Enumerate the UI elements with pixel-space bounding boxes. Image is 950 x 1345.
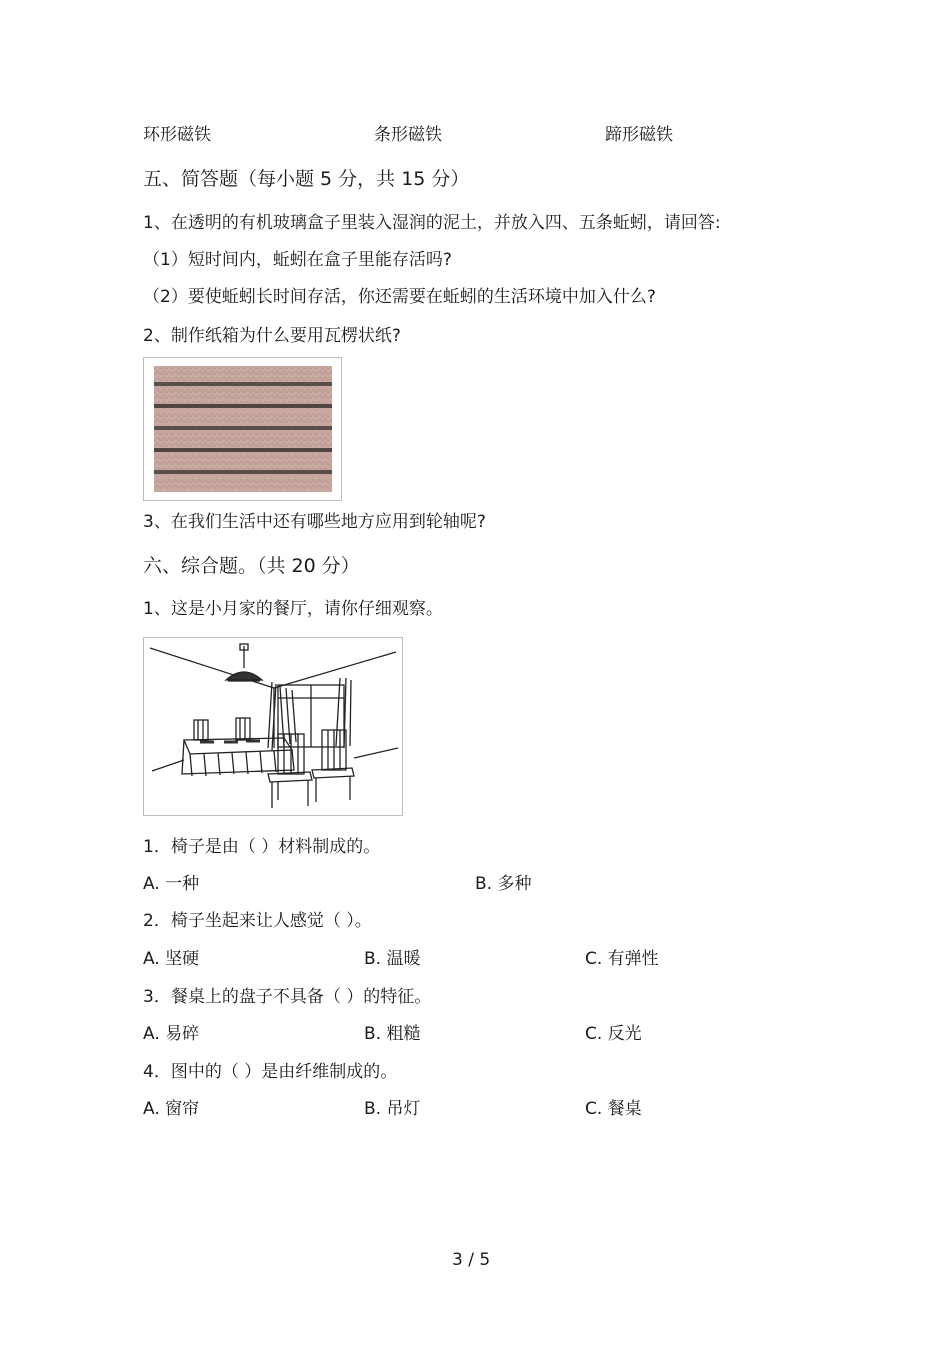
mc-q1-option-b: B. 多种 xyxy=(475,874,532,894)
section5-q3: 3、在我们生活中还有哪些地方应用到轮轴呢? xyxy=(143,512,486,532)
section6-title: 六、综合题。（共 20 分） xyxy=(143,555,360,577)
mc-q3-option-b: B. 粗糙 xyxy=(364,1024,421,1044)
section6-intro: 1、这是小月家的餐厅，请你仔细观察。 xyxy=(143,599,443,619)
mc-q1-option-a: A. 一种 xyxy=(143,874,200,894)
section5-title: 五、简答题（每小题 5 分，共 15 分） xyxy=(143,168,470,190)
mc-q4-option-b: B. 吊灯 xyxy=(364,1099,421,1119)
magnet-label-ring: 环形磁铁 xyxy=(143,125,211,145)
dining-room-image xyxy=(143,637,403,816)
section5-q1-sub2: （2）要使蚯蚓长时间存活，你还需要在蚯蚓的生活环境中加入什么? xyxy=(143,287,656,307)
mc-question-1: 1．椅子是由（ ）材料制成的。 xyxy=(143,837,381,857)
mc-q3-option-c: C. 反光 xyxy=(585,1024,642,1044)
mc-q2-option-a: A. 坚硬 xyxy=(143,949,200,969)
mc-question-3: 3．餐桌上的盘子不具备（ ）的特征。 xyxy=(143,987,432,1007)
mc-question-2: 2．椅子坐起来让人感觉（ ）。 xyxy=(143,911,372,931)
mc-question-4: 4．图中的（ ）是由纤维制成的。 xyxy=(143,1062,398,1082)
section5-q1: 1、在透明的有机玻璃盒子里装入湿润的泥土，并放入四、五条蚯蚓，请回答: xyxy=(143,213,721,233)
mc-q4-option-c: C. 餐桌 xyxy=(585,1099,642,1119)
magnet-label-bar: 条形磁铁 xyxy=(374,125,442,145)
mc-q3-option-a: A. 易碎 xyxy=(143,1024,200,1044)
magnet-label-horseshoe: 蹄形磁铁 xyxy=(605,125,673,145)
corrugated-paper-image xyxy=(143,357,342,501)
page-number: 3 / 5 xyxy=(452,1250,491,1270)
mc-q2-option-b: B. 温暖 xyxy=(364,949,421,969)
section5-q2: 2、制作纸箱为什么要用瓦楞状纸? xyxy=(143,326,401,346)
mc-q4-option-a: A. 窗帘 xyxy=(143,1099,200,1119)
section5-q1-sub1: （1）短时间内，蚯蚓在盒子里能存活吗? xyxy=(143,250,452,270)
mc-q2-option-c: C. 有弹性 xyxy=(585,949,659,969)
